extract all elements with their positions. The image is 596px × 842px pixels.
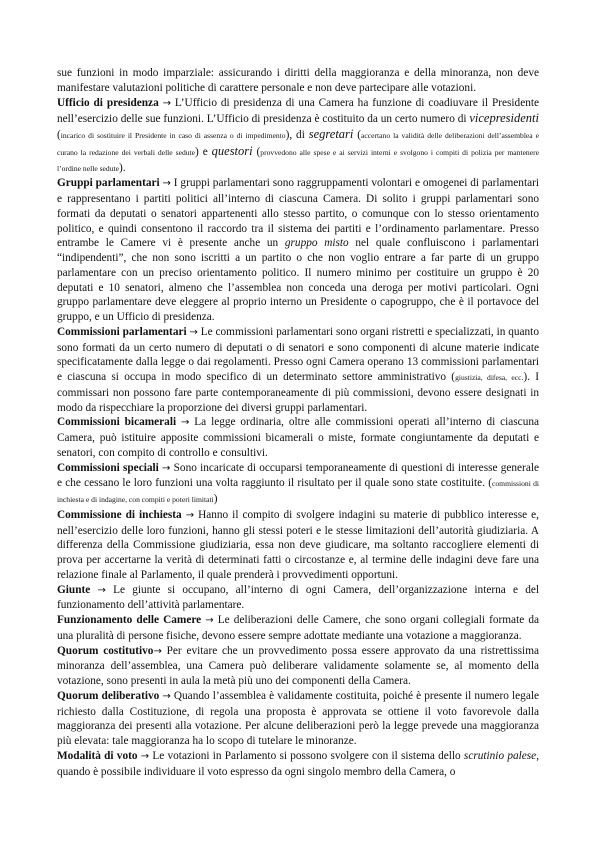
text-run: Quando l’assemblea è validamente costituita, poiché è presente il numero legale richiesto dalla Costituzione, di regola una proposta è approvata se ottiene il voto favorevole dalla maggioranza dei presenti alla votazione. Per alcune deliberazioni però la legge prevede una maggioranza più elevata: tale maggioranza ha lo scopo di tutelare le minoranze. <box>57 689 539 747</box>
text-run: ( <box>353 129 362 141</box>
paragraph-modalita-di-voto <box>57 749 539 780</box>
paragraph-commissioni-speciali <box>57 461 539 508</box>
arrow-right-icon: → <box>153 645 162 657</box>
arrow-right-icon: → <box>162 462 171 474</box>
term-heading: Quorum costitutivo <box>57 644 154 657</box>
text-run: Hanno il compito di svolgere indagini su materie di pubblico interesse e, nell’esercizio delle loro funzioni, hanno gli stessi poteri e le stesse limitazioni dell’autorità giudiziaria. A differenza della Commissione giudiziaria, essa non deve giudicare, ma soltanto raccogliere elementi di prova per accertarne la verità di determinati fatti o circostanze e, al termine delle indagini deve fare una relazione finale al Parlamento, il quale prenderà i provvedimenti opportuni. <box>57 508 539 581</box>
paragraph-text: sue funzioni in modo imparziale: assicurando i diritti della maggioranza e della minoranza, non deve manifestare valutazioni politiche di carattere personale e non deve partecipare alle votazioni. <box>57 67 539 94</box>
term-heading: Gruppi parlamentari <box>57 177 160 190</box>
small-note: commissioni di inchiesta e di indagine, con compiti e poteri limitati <box>57 479 539 504</box>
arrow-right-icon: → <box>140 750 150 762</box>
paragraph-gruppi-parlamentari <box>57 176 539 325</box>
term-heading: Commissione di inchiesta <box>57 508 182 521</box>
document-body <box>57 66 539 779</box>
paragraph-commissione-di-inchiesta <box>57 508 539 583</box>
arrow-right-icon: → <box>97 584 106 596</box>
arrow-right-icon: → <box>162 97 172 109</box>
paragraph-commissioni-bicamerali <box>57 415 539 460</box>
text-run: ) <box>213 493 218 505</box>
arrow-right-icon: → <box>185 509 195 521</box>
text-run: La legge ordinaria, oltre alle commissioni operati all’interno di ciascuna Camera, può istituire apposite commissioni bicamerali o miste, formate congiuntamente da deputati e senatori, con compito di controllo e consultivi. <box>57 416 540 459</box>
text-run: ). I commissari non possono fare parte contemporaneamente di più commissioni, devono essere designati in modo da rispecchiare la proporzione dei diversi gruppi parlamentari. <box>57 371 539 414</box>
text-run: Per evitare che un provvedimento possa essere approvato da una ristrettissima minoranza dell’assemblea, una Camera può deliberare validamente solamente se, al momento della votazione, sono presenti in aula la metà più uno dei componenti della Camera. <box>57 644 539 687</box>
text-run: ( <box>252 145 261 158</box>
arrow-right-icon: → <box>162 690 171 702</box>
text-run: L’Ufficio di presidenza di una Camera ha funzione di coadiuvare il Presidente nell’esercizio delle sue funzioni. L’Ufficio di presidenza è costituito da un certo numero di <box>57 96 540 126</box>
text-run: ) e <box>195 145 212 158</box>
italic-term: gruppo misto <box>284 237 349 250</box>
paragraph-commissioni-parlamentari <box>57 325 539 416</box>
term-heading: Ufficio di presidenza <box>57 96 159 109</box>
emphasized-term: vicepresidenti <box>469 111 539 126</box>
term-heading: Commissioni bicamerali <box>57 416 177 429</box>
small-note: incarico di sostituire il Presidente in caso di assenza o di impedimento <box>60 131 286 140</box>
text-run: nel quale confluiscono i parlamentari “indipendenti”, che non sono iscritti a un partito o che non voglio entrare a far parte di un gruppo parlamentare con un preciso orientamento politico. Il numero minimo per costituire un gruppo è 20 deputati e 10 senatori, almeno che l’assemblea non conceda una deroga per motivi particolari. Ogni gruppo parlamentare deve eleggere al proprio interno un Presidente o capogruppo, che è il portavoce del gruppo, e un Ufficio di presidenza. <box>57 237 539 323</box>
arrow-right-icon: → <box>189 326 198 338</box>
term-heading: Commissioni speciali <box>57 461 159 474</box>
paragraph-quorum-deliberativo <box>57 689 539 749</box>
small-note: provvedono alle spese e ai servizi interni e svolgono i compiti di polizia per mantenere l’ordine nelle sedute <box>57 147 539 173</box>
text-run: Le commissioni parlamentari sono organi ristretti e specializzati, in quanto sono formati da un certo numero di deputati o di senatori e sono componenti di alcune materie indicate specificatamente dalla legge o dai regolamenti. Presso ogni Camera operano 13 commissioni parlamentari e ciascuna si occupa in modo specifico di un determinato settore amministrativo ( <box>57 325 539 383</box>
text-run: ( <box>57 129 61 141</box>
text-run: Le deliberazioni delle Camere, che sono organi collegiali formate da una pluralità di persone fisiche, devono essere sempre adottate mediante una votazione a maggioranza. <box>57 614 539 642</box>
text-run: Sono incaricate di occuparsi temporaneamente di questioni di interesse generale e che cessano le loro funzioni una volta raggiunto il risultato per il quale sono state costituite. ( <box>57 461 539 490</box>
arrow-right-icon: → <box>205 615 214 626</box>
text-run: I gruppi parlamentari sono raggruppamenti volontari e omogenei di parlamentari e rappresentano i partiti politici all’interno di ciascuna Camera. Di solito i gruppi parlamentari sono formati da deputati o senatori appartenenti allo stesso partito, o comunque con lo stesso orientamento politico, e quindi consentono il raccordo tra il sistema dei partiti e l’ordinamento parlamentare. Presso entrambe le Camere vi è presente anche un <box>57 177 540 250</box>
text-run: Le giunte si occupano, all’interno di ogni Camera, dell’organizzazione interna e del funzionamento dell’attività parlamentare. <box>57 583 539 612</box>
term-heading: Giunte <box>57 583 91 596</box>
small-note: giustizia, difesa, ecc. <box>455 373 524 382</box>
arrow-right-icon: → <box>162 178 171 190</box>
paragraph-funzionamento-delle-camere <box>57 613 539 644</box>
term-heading: Quorum deliberativo <box>57 689 160 702</box>
term-heading: Commissioni parlamentari <box>57 325 187 338</box>
emphasized-term: segretari <box>308 127 354 141</box>
paragraph-ufficio-di-presidenza <box>57 96 539 177</box>
paragraph-giunte <box>57 583 539 614</box>
paragraph-presidente-continuation <box>57 66 539 96</box>
term-heading: Funzionamento delle Camere <box>57 614 202 626</box>
text-run: ), di <box>285 129 309 141</box>
small-note: accertano la validità delle deliberazioni dell’assemblea e curano la redazione dei verbali delle sedute <box>57 131 539 157</box>
emphasized-term: questori <box>211 143 253 158</box>
italic-term: scrutinio palese <box>463 749 537 762</box>
term-heading: Modalità di voto <box>57 749 138 762</box>
paragraph-quorum-costitutivo <box>57 644 539 689</box>
text-run: , quando è possibile individuare il voto espresso da ogni singolo membro della Camera, o <box>57 749 540 778</box>
text-run: Le votazioni in Parlamento si possono svolgere con il sistema dello <box>149 749 464 762</box>
text-run: ). <box>119 161 126 174</box>
arrow-right-icon: → <box>181 417 190 429</box>
